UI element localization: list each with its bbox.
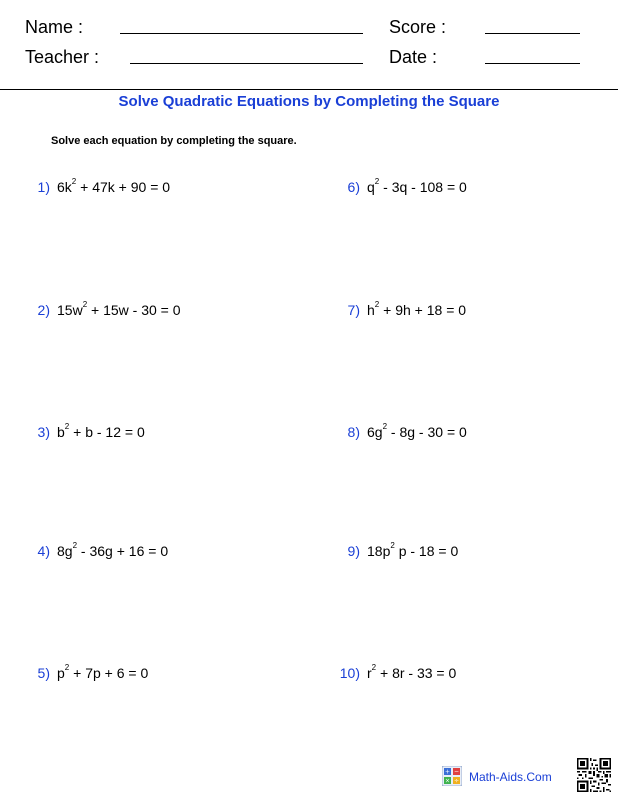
problem-number: 4) — [37, 543, 50, 559]
equation: $q^2 - 3q - 108 = 0$ — [367, 177, 467, 195]
instructions: Solve each equation by completing the square. — [51, 135, 297, 147]
equation: $p^2 + 7p + 6 = 0$ — [57, 663, 149, 681]
teacher-label: Teacher : — [25, 47, 100, 67]
problem-number: 6) — [347, 179, 360, 195]
qr-code-icon — [577, 758, 611, 792]
equation: $18p^2$ p - 18 = 0 — [367, 541, 459, 559]
equation: $15w^2 + 15w - 30 = 0$ — [57, 300, 181, 318]
teacher-line[interactable] — [130, 63, 363, 64]
problem-number: 9) — [347, 543, 360, 559]
name-line[interactable] — [120, 33, 363, 34]
problem-number: 5) — [37, 665, 50, 681]
problem-number: 10) — [339, 665, 360, 681]
svg-text:+: + — [444, 768, 451, 776]
score-line[interactable] — [485, 33, 580, 34]
name-label: Name : — [25, 17, 84, 37]
date-line[interactable] — [485, 63, 580, 64]
equation: $6g^2 - 8g - 30 = 0$ — [367, 422, 467, 440]
brand-link[interactable]: Math-Aids.Com — [469, 770, 552, 784]
worksheet-title: Solve Quadratic Equations by Completing the Square — [118, 93, 500, 110]
equation: $8g^2 - 36g + 16 = 0$ — [57, 541, 169, 559]
score-label: Score : — [389, 17, 447, 37]
calculator-logo-icon — [442, 766, 462, 786]
header-divider — [0, 89, 618, 90]
problem-number: 3) — [37, 424, 50, 440]
problem-number: 8) — [347, 424, 360, 440]
equation: $6k^2 + 47k + 90 = 0$ — [57, 177, 171, 195]
problem-number: 1) — [37, 179, 50, 195]
svg-text:÷: ÷ — [453, 777, 460, 785]
equation: $b^2 + b - 12 = 0$ — [57, 422, 145, 440]
svg-text:−: − — [453, 768, 460, 776]
date-label: Date : — [389, 47, 438, 67]
equation: $r^2 + 8r - 33 = 0$ — [367, 663, 457, 681]
problem-number: 2) — [37, 302, 50, 318]
problem-number: 7) — [347, 302, 360, 318]
equation: $h^2 + 9h + 18 = 0$ — [367, 300, 467, 318]
svg-text:×: × — [444, 777, 451, 785]
